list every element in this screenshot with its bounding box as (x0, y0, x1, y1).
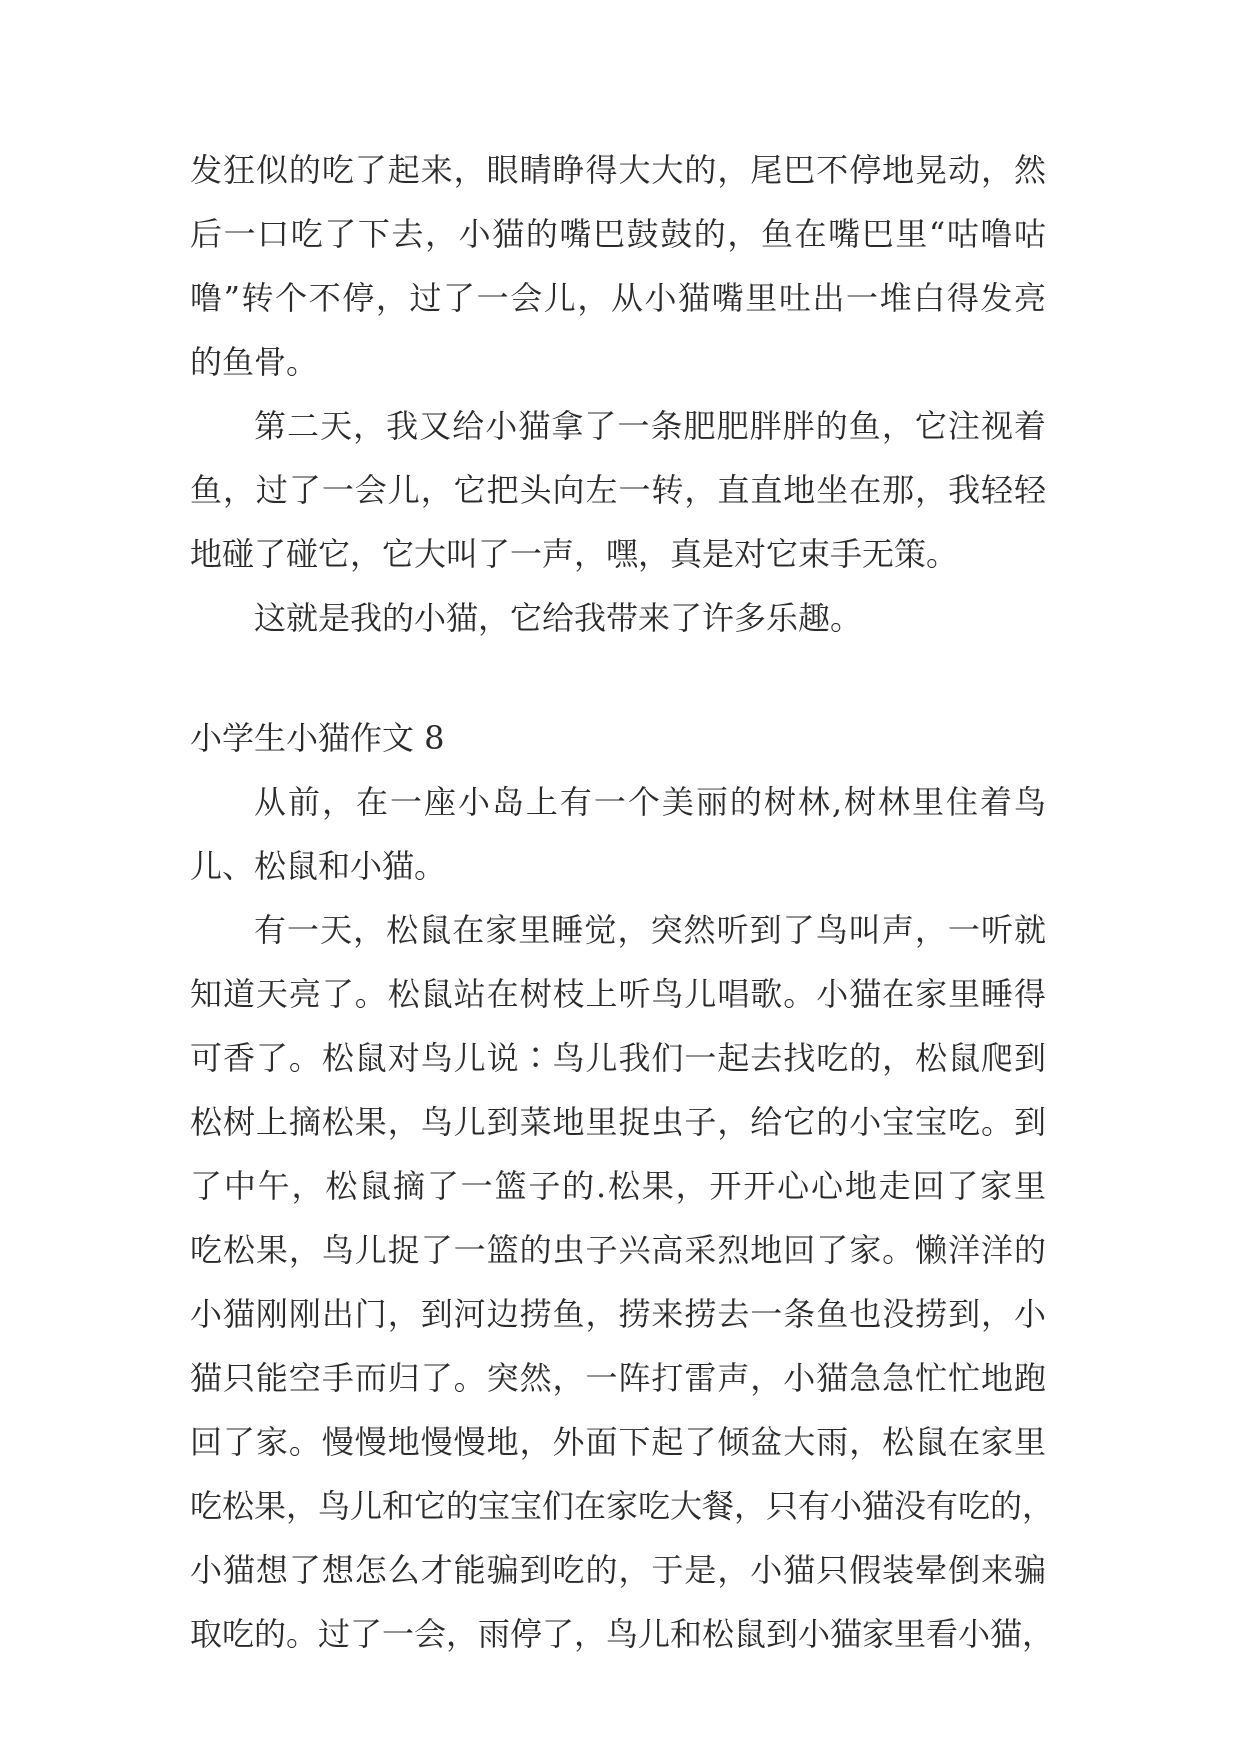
text-line: 有一天，松鼠在家里睡觉，突然听到了鸟叫声，一听就 (254, 911, 1046, 949)
text-line: 地碰了碰它，它大叫了一声，嘿，真是对它束手无策。 (190, 535, 959, 573)
text-line: 了中午，松鼠摘了一篮子的.松果，开开心心地走回了家里 (190, 1167, 1046, 1205)
text-line: 从前，在一座小岛上有一个美丽的树林,树林里住着鸟 (254, 783, 1046, 821)
text-line: 这就是我的小猫，它给我带来了许多乐趣。 (254, 599, 863, 637)
text-line: 猫只能空手而归了。突然，一阵打雷声，小猫急急忙忙地跑 (190, 1359, 1046, 1397)
text-line: 后一口吃了下去，小猫的嘴巴鼓鼓的，鱼在嘴巴里“咕噜咕 (190, 215, 1046, 253)
text-line: 吃松果，鸟儿和它的宝宝们在家吃大餐，只有小猫没有吃的， (190, 1487, 1055, 1525)
section-heading: 小学生小猫作文 8 (190, 719, 445, 757)
text-line: 第二天，我又给小猫拿了一条肥肥胖胖的鱼，它注视着 (254, 407, 1046, 445)
text-line: 的鱼骨。 (190, 343, 319, 381)
text-line: 小猫刚刚出门，到河边捞鱼，捞来捞去一条鱼也没捞到，小 (190, 1295, 1046, 1333)
text-line: 知道天亮了。松鼠站在树枝上听鸟儿唱歌。小猫在家里睡得 (190, 975, 1046, 1013)
text-line: 取吃的。过了一会，雨停了，鸟儿和松鼠到小猫家里看小猫， (190, 1615, 1055, 1653)
text-line: 回了家。慢慢地慢慢地，外面下起了倾盆大雨，松鼠在家里 (190, 1423, 1046, 1461)
text-line: 松树上摘松果，鸟儿到菜地里捉虫子，给它的小宝宝吃。到 (190, 1103, 1046, 1141)
text-line: 噜”转个不停，过了一会儿，从小猫嘴里吐出一堆白得发亮 (190, 279, 1046, 317)
text-line: 鱼，过了一会儿，它把头向左一转，直直地坐在那，我轻轻 (190, 471, 1046, 509)
text-line: 吃松果，鸟儿捉了一篮的虫子兴高采烈地回了家。懒洋洋的 (190, 1231, 1046, 1269)
text-line: 儿、松鼠和小猫。 (190, 847, 447, 885)
text-line: 小猫想了想怎么才能骗到吃的，于是，小猫只假装晕倒来骗 (190, 1551, 1046, 1589)
text-line: 发狂似的吃了起来，眼睛睁得大大的，尾巴不停地晃动，然 (190, 151, 1046, 189)
text-line: 可香了。松鼠对鸟儿说∶鸟儿我们一起去找吃的，松鼠爬到 (190, 1039, 1046, 1077)
